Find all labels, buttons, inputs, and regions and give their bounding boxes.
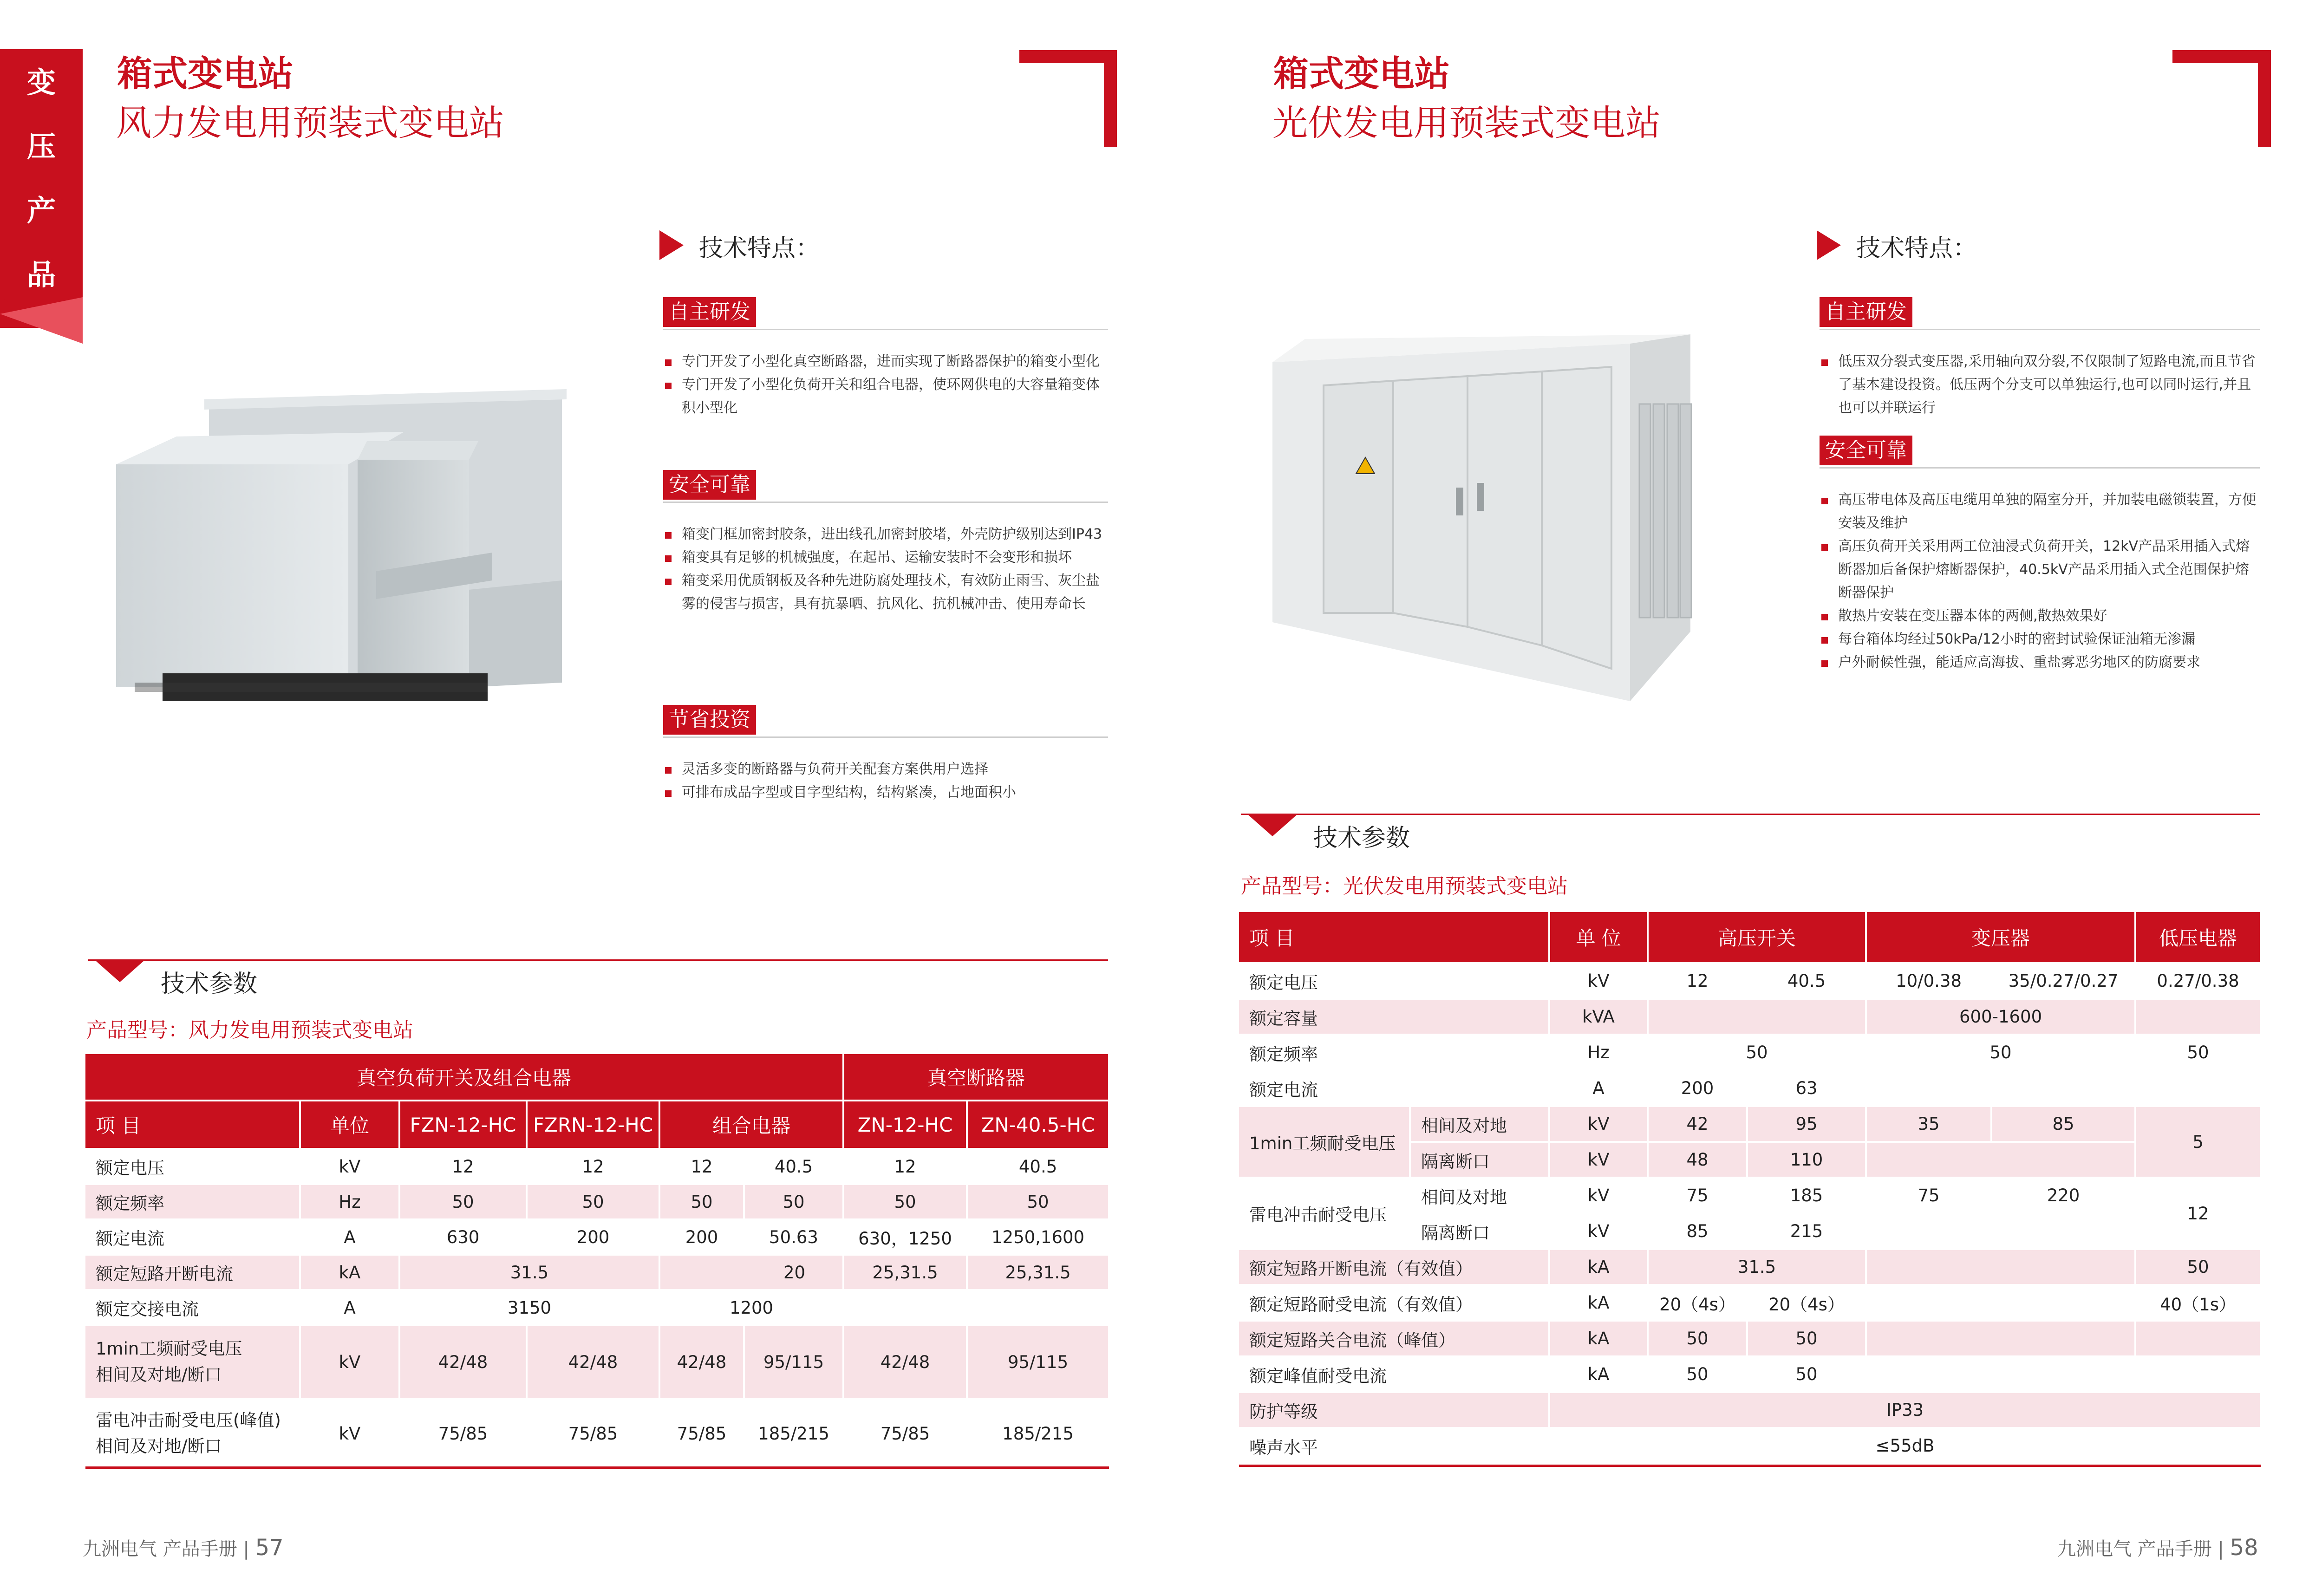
table-cell: 75/85	[399, 1399, 527, 1468]
table-cell	[2135, 1070, 2261, 1106]
pv-substation-image	[1272, 334, 1718, 706]
table-cell: 42/48	[843, 1325, 967, 1399]
side-tab-char: 变	[26, 65, 56, 99]
footer-brand: 九洲电气 产品手册 |	[2057, 1538, 2224, 1560]
cell-line: 1min工频耐受电压	[96, 1339, 242, 1359]
table-row	[1239, 1178, 2261, 1213]
section-divider	[663, 329, 1108, 330]
table-bottom-rule	[85, 1466, 1109, 1469]
corner-mark	[2258, 50, 2271, 147]
triangle-right-icon	[659, 230, 684, 260]
model-line: 产品型号：风力发电用预装式变电站	[86, 1018, 413, 1042]
header-cell: ZN-12-HC	[843, 1101, 967, 1149]
page-title: 箱式变电站	[117, 53, 294, 94]
table-cell: 75/85	[527, 1399, 659, 1468]
table-cell	[1866, 1321, 2135, 1356]
wind-substation-image	[116, 385, 580, 710]
table-cell: 额定峰值耐受电流	[1239, 1356, 1549, 1392]
table-row	[1239, 1106, 2261, 1142]
params-heading: 技术参数	[161, 970, 258, 998]
table-cell	[2135, 999, 2261, 1035]
table-cell: 5	[2135, 1106, 2261, 1178]
corner-mark	[2172, 50, 2271, 63]
table-cell	[85, 1325, 300, 1399]
side-tab	[0, 49, 83, 328]
table-cell: kV	[300, 1399, 399, 1468]
table-cell: kVA	[1549, 999, 1648, 1035]
table-cell: 12	[843, 1149, 967, 1184]
table-cell	[1866, 1213, 2135, 1249]
triangle-down-icon	[96, 961, 144, 982]
bullet-item: 箱变具有足够的机械强度，在起吊、运输安装时不会变形和损坏	[663, 546, 1109, 569]
corner-mark	[1019, 50, 1117, 63]
table-cell: 额定电流	[1239, 1070, 1549, 1106]
bullet-item: 箱变门框加密封胶条，进出线孔加密封胶堵，外壳防护级别达到IP43	[663, 523, 1109, 546]
table-cell: 额定短路开断电流（有效值）	[1239, 1249, 1549, 1285]
table-cell: kA	[1549, 1321, 1648, 1356]
cell-line: 相间及对地/断口	[96, 1365, 222, 1385]
features-heading: 技术特点：	[699, 235, 820, 262]
footer	[83, 1534, 284, 1561]
section-label: 安全可靠	[1820, 436, 1912, 465]
table-cell: IP33	[1549, 1392, 2261, 1428]
bullet-item: 散热片安装在变压器本体的两侧,散热效果好	[1820, 605, 2261, 628]
table-cell: 50	[1747, 1356, 1866, 1392]
header-cell: 高压开关	[1648, 912, 1866, 963]
table-group-header	[85, 1054, 1109, 1101]
table-cell: 48	[1648, 1142, 1747, 1178]
params-rule	[88, 959, 1108, 961]
table-bottom-rule	[1239, 1465, 2261, 1467]
table-cell: 相间及对地	[1410, 1106, 1549, 1142]
table-cell: 噪声水平	[1239, 1428, 1549, 1464]
table-row	[85, 1290, 1109, 1325]
section-divider	[663, 736, 1108, 738]
table-row	[85, 1325, 1109, 1399]
bullet-item: 专门开发了小型化负荷开关和组合电器，使环网供电的大容量箱变体积小型化	[663, 373, 1109, 420]
pv-params-table	[1239, 912, 2262, 1465]
table-cell: 相间及对地	[1410, 1178, 1549, 1213]
table-cell: 50	[1648, 1356, 1747, 1392]
table-cell: 50	[1866, 1035, 2135, 1070]
table-row	[1239, 963, 2261, 999]
table-cell: 50	[1648, 1321, 1747, 1356]
table-cell: kA	[1549, 1285, 1648, 1321]
table-cell: 50	[843, 1184, 967, 1219]
table-cell	[2135, 1356, 2261, 1392]
cell-line: 相间及对地/断口	[96, 1436, 222, 1456]
table-cell: 31.5	[1648, 1249, 1866, 1285]
header-cell: 单位	[300, 1101, 399, 1149]
header-cell: 组合电器	[659, 1101, 843, 1149]
table-cell: 50	[1747, 1321, 1866, 1356]
side-tab-char: 压	[26, 130, 56, 163]
table-cell: 25,31.5	[843, 1255, 967, 1290]
table-cell: 3150	[399, 1290, 659, 1325]
table-cell: 12	[659, 1149, 744, 1184]
triangle-down-icon	[1248, 815, 1297, 836]
header-cell: 项 目	[85, 1101, 300, 1149]
table-cell: 额定容量	[1239, 999, 1549, 1035]
table-cell: kA	[1549, 1356, 1648, 1392]
table-cell: 额定电压	[1239, 963, 1549, 999]
bullet-item: 每台箱体均经过50kPa/12小时的密封试验保证油箱无渗漏	[1820, 628, 2261, 651]
table-cell: 20	[659, 1255, 843, 1290]
table-cell: 75	[1866, 1178, 1991, 1213]
header-cell: 单 位	[1549, 912, 1648, 963]
section-label: 自主研发	[1820, 297, 1912, 327]
table-cell: 42	[1648, 1106, 1747, 1142]
table-cell: kV	[300, 1149, 399, 1184]
header-cell: 项 目	[1239, 912, 1549, 963]
bullet-list	[1820, 350, 2261, 420]
table-row	[1239, 1249, 2261, 1285]
bullet-list	[1820, 489, 2261, 674]
table-header-row	[85, 1101, 1109, 1149]
table-cell: 1min工频耐受电压	[1239, 1106, 1410, 1178]
table-row	[85, 1255, 1109, 1290]
table-cell: 12	[399, 1149, 527, 1184]
table-row	[1239, 1321, 2261, 1356]
table-cell: 75/85	[843, 1399, 967, 1468]
table-row	[85, 1399, 1109, 1468]
table-cell: kV	[1549, 963, 1648, 999]
table-row	[85, 1149, 1109, 1184]
table-cell: 185	[1747, 1178, 1866, 1213]
bullet-list	[663, 758, 1109, 804]
footer-brand: 九洲电气 产品手册 |	[83, 1538, 249, 1560]
bullet-item: 可排布成品字型或目字型结构，结构紧凑，占地面积小	[663, 781, 1109, 804]
table-cell: kV	[1549, 1213, 1648, 1249]
table-cell: 40.5	[967, 1149, 1109, 1184]
table-cell: 额定频率	[1239, 1035, 1549, 1070]
page-number: 57	[255, 1535, 284, 1561]
section-label: 自主研发	[663, 297, 756, 327]
table-cell: 12	[2135, 1178, 2261, 1249]
bullet-item: 低压双分裂式变压器,采用轴向双分裂,不仅限制了短路电流,而且节省了基本建设投资。低压两个分支可以单独运行,也可以同时运行,并且也可以并联运行	[1820, 350, 2261, 420]
table-cell: 40.5	[744, 1149, 843, 1184]
table-cell: 40.5	[1747, 963, 1866, 999]
table-cell: 85	[1991, 1106, 2135, 1142]
table-cell	[1866, 1285, 2135, 1321]
bullet-item: 灵活多变的断路器与负荷开关配套方案供用户选择	[663, 758, 1109, 781]
side-tab-char: 产	[26, 194, 56, 228]
table-cell: 50	[399, 1184, 527, 1219]
table-cell: 220	[1991, 1178, 2135, 1213]
table-cell: 额定交接电流	[85, 1290, 300, 1325]
table-cell	[1866, 1142, 2135, 1178]
cell-line: 雷电冲击耐受电压(峰值)	[96, 1410, 281, 1430]
table-cell: 10/0.38	[1866, 963, 1991, 999]
table-cell: 95/115	[967, 1325, 1109, 1399]
table-cell: 额定频率	[85, 1184, 300, 1219]
header-cell: FZRN-12-HC	[527, 1101, 659, 1149]
table-cell: 50	[659, 1184, 744, 1219]
section-label: 节省投资	[663, 705, 756, 735]
table-cell	[843, 1290, 1109, 1325]
table-cell	[2135, 1321, 2261, 1356]
table-cell: kA	[300, 1255, 399, 1290]
table-row	[1239, 1070, 2261, 1106]
table-cell: 额定电压	[85, 1149, 300, 1184]
table-cell: A	[300, 1290, 399, 1325]
table-cell: 50	[967, 1184, 1109, 1219]
table-cell	[1866, 1356, 2135, 1392]
page-subtitle: 光伏发电用预装式变电站	[1272, 102, 1661, 143]
table-cell: 额定短路耐受电流（有效值）	[1239, 1285, 1549, 1321]
table-cell: 215	[1747, 1213, 1866, 1249]
table-cell: 42/48	[527, 1325, 659, 1399]
table-cell: 110	[1747, 1142, 1866, 1178]
table-cell: A	[1549, 1070, 1648, 1106]
table-row	[1239, 1035, 2261, 1070]
section-divider	[1820, 329, 2260, 330]
side-tab-char: 品	[26, 258, 56, 292]
table-cell: 42/48	[659, 1325, 744, 1399]
table-cell: 35/0.27/0.27	[1991, 963, 2135, 999]
table-cell: 185/215	[744, 1399, 843, 1468]
table-cell: 200	[659, 1219, 744, 1255]
table-cell: 50	[1648, 1035, 1866, 1070]
table-cell: kV	[300, 1325, 399, 1399]
table-row	[85, 1219, 1109, 1255]
params-heading: 技术参数	[1313, 824, 1410, 852]
table-header-row	[1239, 912, 2261, 963]
table-cell: 50	[527, 1184, 659, 1219]
table-cell: 185/215	[967, 1399, 1109, 1468]
table-row	[1239, 1285, 2261, 1321]
table-cell: Hz	[1549, 1035, 1648, 1070]
header-cell: 变压器	[1866, 912, 2135, 963]
table-cell: kV	[1549, 1142, 1648, 1178]
header-cell: 低压电器	[2135, 912, 2261, 963]
table-cell: 20（4s）	[1747, 1285, 1866, 1321]
section-divider	[663, 502, 1108, 503]
table-row	[1239, 1356, 2261, 1392]
bullet-item: 专门开发了小型化真空断路器，进而实现了断路器保护的箱变小型化	[663, 350, 1109, 373]
table-cell: 1200	[659, 1290, 843, 1325]
table-cell: 隔离断口	[1410, 1142, 1549, 1178]
features-heading: 技术特点：	[1856, 235, 1977, 262]
table-cell: ≤55dB	[1549, 1428, 2261, 1464]
table-cell: 1250,1600	[967, 1219, 1109, 1255]
table-cell: 630，1250	[843, 1219, 967, 1255]
header-cell: 真空负荷开关及组合电器	[85, 1054, 843, 1101]
table-cell: 40（1s）	[2135, 1285, 2261, 1321]
table-cell: 额定电流	[85, 1219, 300, 1255]
table-cell: kV	[1549, 1178, 1648, 1213]
page-subtitle: 风力发电用预装式变电站	[116, 102, 504, 143]
table-cell: 50.63	[744, 1219, 843, 1255]
table-cell: 75	[1648, 1178, 1747, 1213]
triangle-right-icon	[1817, 230, 1841, 260]
table-cell: 12	[1648, 963, 1747, 999]
wind-params-table	[85, 1054, 1110, 1469]
header-cell: FZN-12-HC	[399, 1101, 527, 1149]
header-cell: 真空断路器	[843, 1054, 1109, 1101]
footer	[2057, 1534, 2258, 1561]
table-cell: 63	[1747, 1070, 1866, 1106]
bullet-item: 户外耐候性强，能适应高海拔、重盐雾恶劣地区的防腐要求	[1820, 651, 2261, 674]
bullet-item: 高压负荷开关采用两工位油浸式负荷开关，12kV产品采用插入式熔断器加后备保护熔断器保护，40.5kV产品采用插入式全范围保护熔断器保护	[1820, 535, 2261, 605]
table-cell: 隔离断口	[1410, 1213, 1549, 1249]
table-cell	[1866, 1070, 2135, 1106]
table-row	[1239, 999, 2261, 1035]
table-cell: 200	[527, 1219, 659, 1255]
header-cell: ZN-40.5-HC	[967, 1101, 1109, 1149]
table-cell: 12	[527, 1149, 659, 1184]
table-cell	[1866, 1249, 2135, 1285]
table-cell: 35	[1866, 1106, 1991, 1142]
table-cell: 75/85	[659, 1399, 744, 1468]
table-cell	[85, 1399, 300, 1468]
table-cell: 0.27/0.38	[2135, 963, 2261, 999]
bullet-list	[663, 523, 1109, 616]
corner-mark	[1104, 50, 1117, 147]
table-cell: kV	[1549, 1106, 1648, 1142]
table-cell: 200	[1648, 1070, 1747, 1106]
table-cell	[1648, 999, 1866, 1035]
table-cell: 额定短路关合电流（峰值）	[1239, 1321, 1549, 1356]
params-rule	[1241, 814, 2260, 815]
bullet-item: 箱变采用优质钢板及各种先进防腐处理技术，有效防止雨雪、灰尘盐雾的侵害与损害，具有抗暴晒、抗风化、抗机械冲击、使用寿命长	[663, 569, 1109, 616]
table-cell: 20（4s）	[1648, 1285, 1747, 1321]
table-cell: Hz	[300, 1184, 399, 1219]
table-cell: 25,31.5	[967, 1255, 1109, 1290]
table-cell: 85	[1648, 1213, 1747, 1249]
section-label: 安全可靠	[663, 470, 756, 500]
table-cell: 95	[1747, 1106, 1866, 1142]
page-title: 箱式变电站	[1273, 53, 1450, 94]
table-cell: 42/48	[399, 1325, 527, 1399]
table-cell: kA	[1549, 1249, 1648, 1285]
table-row	[85, 1184, 1109, 1219]
table-cell: 630	[399, 1219, 527, 1255]
table-row	[1239, 1392, 2261, 1428]
table-row	[1239, 1428, 2261, 1464]
table-cell: 雷电冲击耐受电压	[1239, 1178, 1410, 1249]
side-tab-tail	[0, 297, 84, 344]
table-cell: 50	[744, 1184, 843, 1219]
table-cell: 50	[2135, 1035, 2261, 1070]
table-cell: 50	[2135, 1249, 2261, 1285]
page-number: 58	[2230, 1535, 2258, 1561]
model-line: 产品型号：光伏发电用预装式变电站	[1241, 874, 1568, 898]
section-divider	[1820, 467, 2260, 469]
table-cell: 防护等级	[1239, 1392, 1549, 1428]
table-cell: 31.5	[399, 1255, 659, 1290]
bullet-item: 高压带电体及高压电缆用单独的隔室分开，并加装电磁锁装置，方便安装及维护	[1820, 489, 2261, 535]
table-cell: 600-1600	[1866, 999, 2135, 1035]
table-cell: 额定短路开断电流	[85, 1255, 300, 1290]
table-cell: A	[300, 1219, 399, 1255]
bullet-list	[663, 350, 1109, 420]
table-cell: 95/115	[744, 1325, 843, 1399]
